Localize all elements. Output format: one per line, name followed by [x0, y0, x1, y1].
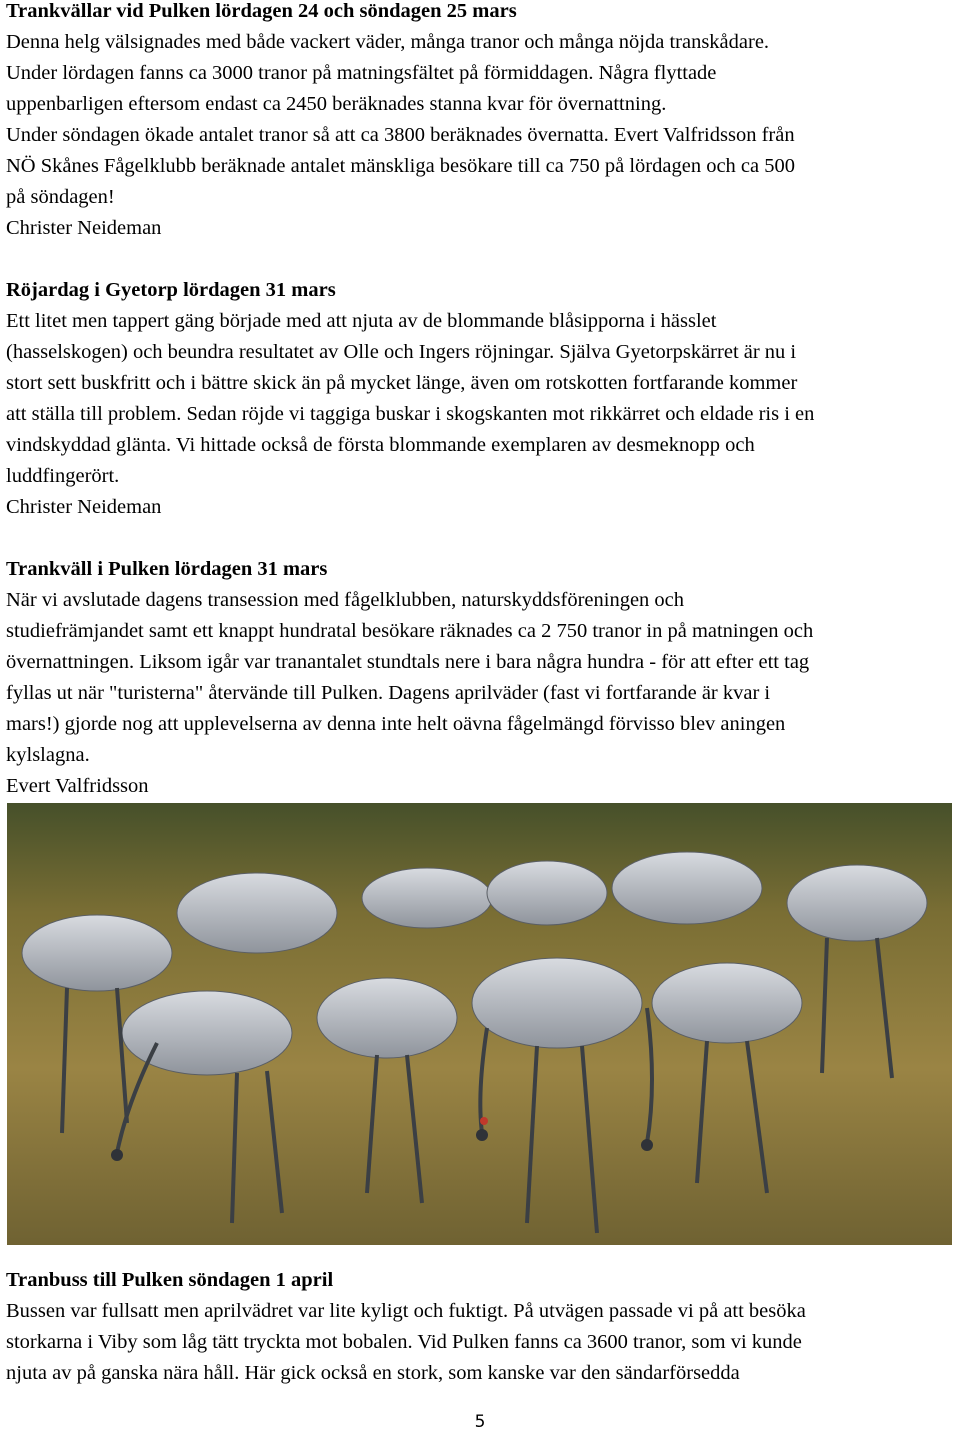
cranes-photo — [7, 803, 952, 1245]
article-author: Christer Neideman — [6, 217, 162, 239]
text-line: kylslagna. — [6, 744, 90, 766]
article-trankvallar — [6, 0, 951, 244]
text-line: Under söndagen ökade antalet tranor så att ca 3800 beräknades övernatta. Evert Valfridsson från — [6, 124, 795, 146]
text-line: Under lördagen fanns ca 3000 tranor på matningsfältet på förmiddagen. Några flyttade — [6, 62, 717, 84]
text-line: Denna helg välsignades med både vackert väder, många tranor och många nöjda transkådare. — [6, 31, 770, 53]
text-line: Bussen var fullsatt men aprilvädret var lite kyligt och fuktigt. På utvägen passade vi på att besöka — [6, 1300, 806, 1322]
article-tranbuss — [6, 1265, 951, 1389]
text-line: När vi avslutade dagens transession med fågelklubben, naturskyddsföreningen och — [6, 589, 685, 611]
text-line: Ett litet men tappert gäng började med att njuta av de blommande blåsipporna i hässlet — [6, 310, 717, 332]
text-line: luddfingerört. — [6, 465, 120, 487]
text-line: vindskyddad glänta. Vi hittade också de första blommande exemplaren av desmeknopp och — [6, 434, 755, 456]
text-line: uppenbarligen eftersom endast ca 2450 beräknades stanna kvar för övernattning. — [6, 93, 667, 115]
text-line: att ställa till problem. Sedan röjde vi taggiga buskar i skogskanten mot rikkärret och eldade ris i en — [6, 403, 815, 425]
article-rojardag — [6, 275, 951, 523]
text-line: stort sett buskfritt och i bättre skick än på mycket länge, även om rotskotten fortfarande kommer — [6, 372, 798, 394]
text-line: NÖ Skånes Fågelklubb beräknade antalet mänskliga besökare till ca 750 på lördagen och ca 500 — [6, 155, 795, 177]
text-line: (hasselskogen) och beundra resultatet av Olle och Ingers röjningar. Själva Gyetorpskärret är nu i — [6, 341, 797, 363]
article-author: Christer Neideman — [6, 496, 162, 518]
article-author: Evert Valfridsson — [6, 775, 149, 797]
text-line: på söndagen! — [6, 186, 115, 208]
text-line: storkarna i Viby som låg tätt tryckta mot bobalen. Vid Pulken fanns ca 3600 tranor, som vi kunde — [6, 1331, 802, 1353]
text-line: fyllas ut när "turisterna" återvände till Pulken. Dagens aprilväder (fast vi fortfarande är kvar i — [6, 682, 771, 704]
text-line: njuta av på ganska nära håll. Här gick också en stork, som kanske var den sändarförsedda — [6, 1362, 740, 1384]
page-number: 5 — [474, 1412, 486, 1432]
text-line: mars!) gjorde nog att upplevelserna av denna inte helt oävna fågelmängd förvisso blev aningen — [6, 713, 786, 735]
article-heading: Tranbuss till Pulken söndagen 1 april — [6, 1269, 334, 1291]
text-line: övernattningen. Liksom igår var tranantalet stundtals nere i bara några hundra - för att efter ett tag — [6, 651, 810, 673]
article-heading: Röjardag i Gyetorp lördagen 31 mars — [6, 279, 336, 301]
article-heading: Trankvällar vid Pulken lördagen 24 och söndagen 25 mars — [6, 0, 517, 22]
document-page — [6, 0, 951, 802]
article-heading: Trankväll i Pulken lördagen 31 mars — [6, 558, 328, 580]
text-line: studiefrämjandet samt ett knappt hundratal besökare räknades ca 2 750 tranor in på matningen och — [6, 620, 814, 642]
article-trankvall — [6, 554, 951, 802]
cranes-illustration — [7, 803, 952, 1245]
